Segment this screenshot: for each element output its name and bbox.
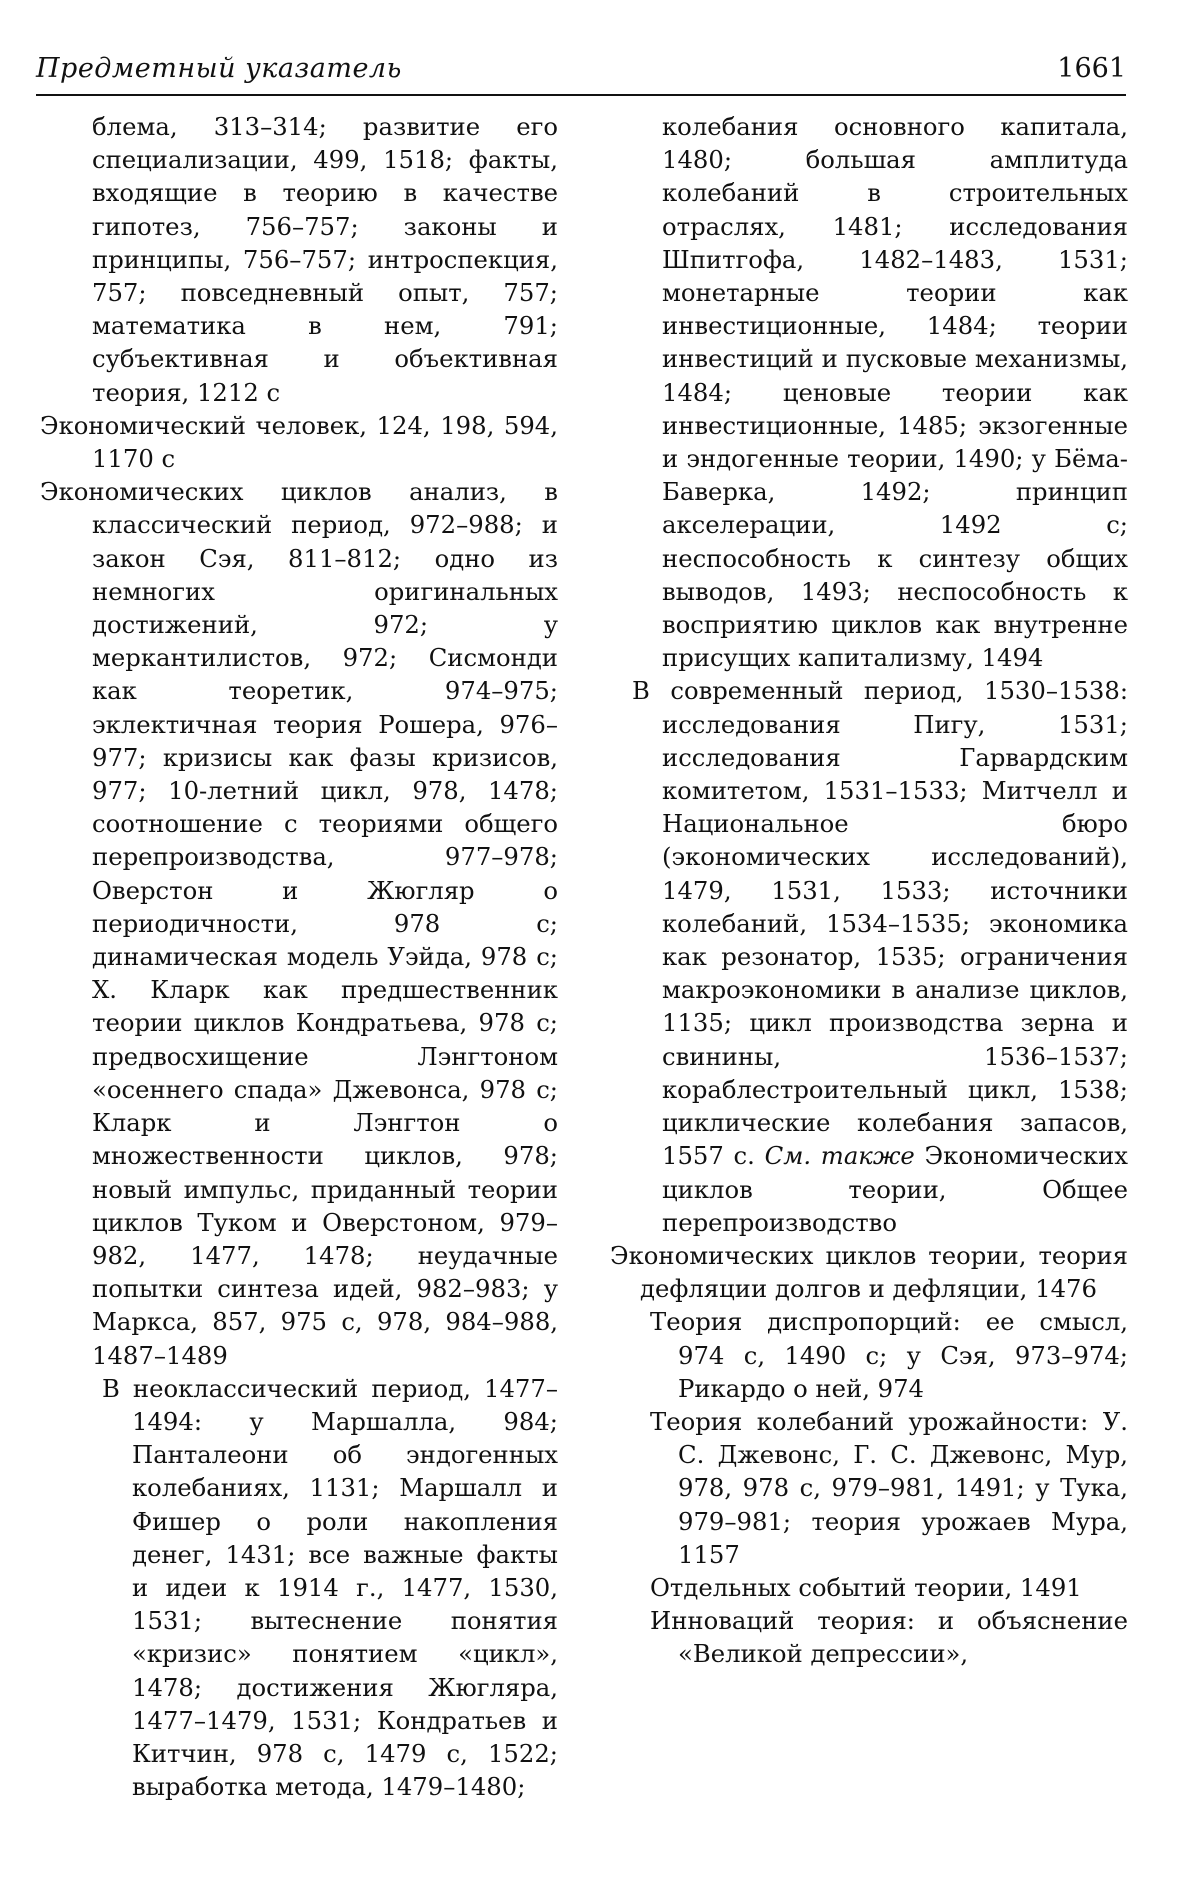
see-also-targets: Экономических циклов теории, Общее перепроизводство bbox=[662, 1141, 1128, 1237]
index-subentry-continuation: колебания основного капитала, 1480; большая амплитуда колебаний в строительных отраслях, 1481; исследования Шпитгофа, 1482–1483, 1531; монетарные теории как инвестиционные, 1484; теории инвестиций и пусковые механизмы, 1484; ценовые теории как инвестиционные, 1485; экзогенные и эндогенные теории, 1490; у Бёма-Баверка, 1492; принцип акселерации, 1492 с; неспособность к синтезу общих выводов, 1493; неспособность к восприятию циклов как внутренне присущих капитализму, 1494 bbox=[662, 112, 1128, 673]
running-title: Предметный указатель bbox=[36, 53, 402, 84]
see-also-label: См. также bbox=[764, 1141, 915, 1171]
index-subentry-modern-period bbox=[610, 674, 1128, 1238]
index-subentry-innovation-theory: Инноваций теория: и объяснение «Великой депрессии», bbox=[650, 1606, 1128, 1669]
page-number: 1661 bbox=[1057, 53, 1126, 84]
index-subentry-neoclassical-period: В неоклассический период, 1477–1494: у Маршалла, 984; Панталеони об эндогенных колебаниях, 1131; Маршалл и Фишер о роли накопления денег, 1431; все важные факты и идеи к 1914 г., 1477, 1530, 1531; вытеснение понятия «кризис» понятием «цикл», 1478; достижения Жюгляра, 1477–1479, 1531; Кондратьев и Китчин, 978 с, 1479 с, 1522; выработка метода, 1479–1480; bbox=[102, 1373, 558, 1802]
page-header bbox=[36, 44, 1126, 96]
index-entry-business-cycles-analysis: Экономических циклов анализ, в классический период, 972–988; и закон Сэя, 811–812; одно из немногих оригинальных достижений, 972; у меркантилистов, 972; Сисмонди как теоретик, 974–975; эклектичная теория Рошера, 976–977; кризисы как фазы кризисов, 977; 10-летний цикл, 978, 1478; соотношение с теориями общего перепроизводства, 977–978; Оверстон и Жюгляр о периодичности, 978 с; динамическая модель Уэйда, 978 с; Х. Кларк как предшественник теории циклов Кондратьева, 978 с; предвосхищение Лэнгтоном «осеннего спада» Джевонса, 978 с; Кларк и Лэнгтон о множественности циклов, 978; новый импульс, приданный теории циклов Туком и Оверстоном, 979–982, 1477, 1478; неудачные попытки синтеза идей, 982–983; у Маркса, 857, 975 с, 978, 984–988, 1487–1489 bbox=[40, 477, 558, 1370]
modern-period-text: В современный период, 1530–1538: исследования Пигу, 1531; исследования Гарвардским комитетом, 1531–1533; Митчелл и Национальное бюро (экономических исследований), 1479, 1531, 1533; источники колебаний, 1534–1535; экономика как резонатор, 1535; ограничения макроэкономики в анализе циклов, 1135; цикл производства зерна и свинины, 1536–1537; кораблестроительный цикл, 1538; циклические колебания запасов, 1557 с. bbox=[632, 676, 1128, 1171]
index-entry-economic-man: Экономический человек, 124, 198, 594, 1170 с bbox=[40, 410, 558, 474]
index-subentry-disproportion-theory: Теория диспропорций: ее смысл, 974 с, 1490 с; у Сэя, 973–974; Рикардо о ней, 974 bbox=[650, 1307, 1128, 1403]
index-subentry-separate-events-theory: Отдельных событий теории, 1491 bbox=[650, 1572, 1082, 1602]
index-entry-business-cycles-theories: Экономических циклов теории, теория дефляции долгов и дефляции, 1476 bbox=[610, 1240, 1128, 1304]
index-entry-continuation: блема, 313–314; развитие его специализации, 499, 1518; факты, входящие в теорию в качестве гипотез, 756–757; законы и принципы, 756–757; интроспекция, 757; повседневный опыт, 757; математика в нем, 791; субъективная и объективная теория, 1212 с bbox=[92, 112, 558, 407]
left-column bbox=[40, 110, 558, 1803]
right-column bbox=[610, 110, 1128, 1671]
index-subentry-harvest-theory: Теория колебаний урожайности: У. С. Джевонс, Г. С. Джевонс, Мур, 978, 978 с, 979–981, 1491; у Тука, 979–981; теория урожаев Мура, 1157 bbox=[650, 1406, 1128, 1569]
